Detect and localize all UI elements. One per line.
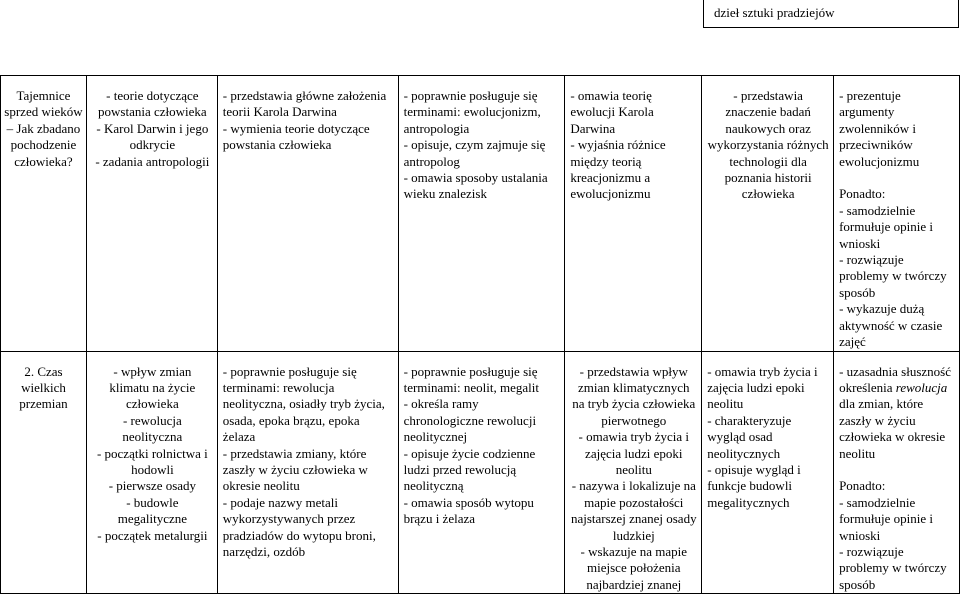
excellent-requirements-cell [834, 351, 960, 594]
basic-requirements-cell [217, 76, 398, 352]
advanced-requirements-cell [702, 351, 834, 594]
excellent-requirements-cell [834, 76, 960, 352]
excellent-text-post: dla zmian, które zaszły w życiu człowieka w okresie neolitu Ponadto: - samodzielnie formułuje opinie i wnioski - rozwiązuje problemy w twórczy sposób [839, 396, 947, 592]
category-label: dzieł sztuki pradziejów [714, 5, 835, 20]
basic-requirements-text: - przedstawia główne założenia teorii Karola Darwina - wymienia teorie dotyczące powstania człowieka [222, 88, 387, 153]
extended-requirements-cell [398, 76, 565, 352]
complete-requirements-cell [565, 351, 702, 594]
table-row [1, 76, 960, 352]
topic-text: Tajemnice sprzed wieków – Jak zbadano pochodzenie człowieka? [4, 88, 83, 169]
extended-requirements-text: - poprawnie posługuje się terminami: ewolucjonizm, antropologia - opisuje, czym zajmuje się antropolog - omawia sposoby ustalania wieku znalezisk [403, 88, 548, 202]
content-cell [86, 76, 217, 352]
advanced-requirements-text: - przedstawia znaczenie badań naukowych oraz wykorzystania różnych technologii dla poznania historii człowieka [707, 88, 829, 202]
advanced-requirements-cell [702, 76, 834, 352]
table-row [1, 351, 960, 594]
grading-table [0, 75, 960, 594]
complete-requirements-text: - omawia teorię ewolucji Karola Darwina - wyjaśnia różnice między teorią kreacjonizmu a ewolucjonizmu [570, 88, 666, 202]
excellent-text-pre: - uzasadnia słuszność określenia [839, 363, 951, 395]
topic-text: 2. Czas wielkich przemian [19, 363, 68, 412]
extended-requirements-cell [398, 351, 565, 594]
topic-cell [1, 351, 87, 594]
extended-requirements-text: - poprawnie posługuje się terminami: neolit, megalit - określa ramy chronologiczne rewolucji neolitycznej - opisuje życie codzienne ludzi przed rewolucją neolityczną - omawia sposób wytopu brązu i żelaza [403, 363, 539, 527]
advanced-requirements-text: - omawia tryb życia i zajęcia ludzi epoki neolitu - charakteryzuje wygląd osad neolitycznych - opisuje wygląd i funkcje budowli megalitycznych [707, 363, 818, 510]
category-cell [703, 0, 959, 28]
complete-requirements-text: - przedstawia wpływ zmian klimatycznych na tryb życia człowieka pierwotnego - omawia tryb życia i zajęcia ludzi epoki neolitu - nazywa i lokalizuje na mapie pozostałości najstarszej znanej osady ludzkiej - wskazuje na mapie miejsce położenia najbardziej znanej [570, 363, 697, 592]
content-text: - wpływ zmian klimatu na życie człowieka - rewolucja neolityczna - początki rolnictwa i hodowli - pierwsze osady - budowle megalityczne - początek metalurgii [96, 363, 208, 543]
basic-requirements-text: - poprawnie posługuje się terminami: rewolucja neolityczna, osiadły tryb życia, osada, epoka brązu, epoka żelaza - przedstawia zmiany, które zaszły w życiu człowieka w okresie neolitu - podaje nazwy metali wykorzystywanych przez pradziadów do wytopu broni, narzędzi, ozdób [222, 363, 385, 559]
excellent-requirements-text: - prezentuje argumenty zwolenników i przeciwników ewolucjonizmu Ponadto: - samodzielnie formułuje opinie i wnioski - rozwiązuje problemy w twórczy sposób - wykazuje dużą aktywność w czasie zajęć [839, 88, 947, 350]
header-strip [0, 0, 960, 75]
excellent-requirements-text [839, 364, 955, 594]
content-text: - teorie dotyczące powstania człowieka - Karol Darwin i jego odkrycie - zadania antropologii [95, 88, 210, 169]
complete-requirements-cell [565, 76, 702, 352]
topic-cell [1, 76, 87, 352]
basic-requirements-cell [217, 351, 398, 594]
excellent-text-italic: rewolucja [895, 379, 948, 395]
content-cell [86, 351, 217, 594]
